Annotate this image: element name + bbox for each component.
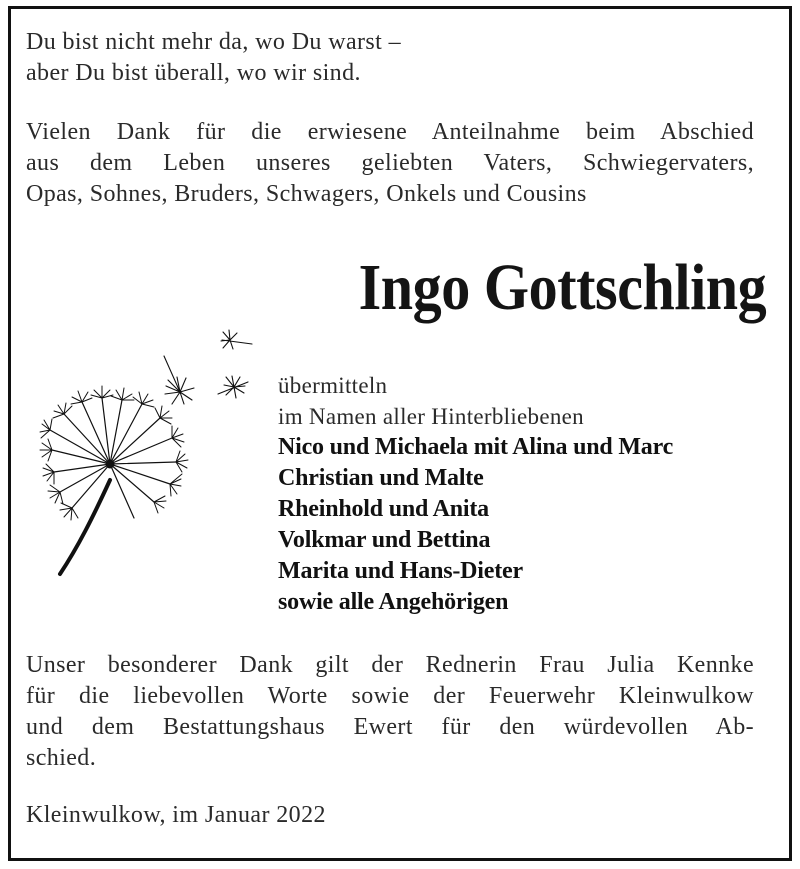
family-line: Volkmar und Bettina bbox=[278, 527, 491, 553]
special-thanks-line-4: schied. bbox=[26, 745, 97, 771]
thanks-line-3: Opas, Sohnes, Bruders, Schwagers, Onkels und Cousins bbox=[26, 181, 587, 207]
special-thanks-line-3: und dem Bestattungshaus Ewert für den würdevollen Ab- bbox=[26, 714, 754, 740]
family-line: Marita und Hans-Dieter bbox=[278, 558, 523, 584]
thanks-line-2: aus dem Leben unseres geliebten Vaters, Schwiegervaters, bbox=[26, 150, 754, 176]
thanks-line-1: Vielen Dank für die erwiesene Anteilnahme beim Abschied bbox=[26, 119, 754, 145]
thanks-paragraph bbox=[26, 117, 754, 210]
dandelion-icon bbox=[38, 322, 278, 582]
special-thanks-paragraph bbox=[26, 650, 754, 774]
special-thanks-line-2: für die liebevollen Worte sowie der Feuerwehr Kleinwulkow bbox=[26, 683, 754, 709]
family-line: Nico und Michaela mit Alina und Marc bbox=[278, 434, 674, 460]
family-line: sowie alle Angehörigen bbox=[278, 589, 509, 615]
senders-intro-2: im Namen aller Hinterbliebenen bbox=[278, 404, 584, 429]
place-date: Kleinwulkow, im Januar 2022 bbox=[26, 802, 326, 828]
deceased-name: Ingo Gottschling bbox=[358, 251, 766, 324]
special-thanks-line-1: Unser besonderer Dank gilt der Rednerin Frau Julia Kennke bbox=[26, 652, 754, 678]
family-line: Rheinhold und Anita bbox=[278, 496, 489, 522]
motto-line-1: Du bist nicht mehr da, wo Du warst – bbox=[26, 29, 402, 55]
motto bbox=[26, 27, 746, 89]
family-line: Christian und Malte bbox=[278, 465, 484, 491]
motto-line-2: aber Du bist überall, wo wir sind. bbox=[26, 60, 361, 86]
senders-block bbox=[278, 370, 778, 618]
senders-intro-1: übermitteln bbox=[278, 373, 388, 398]
